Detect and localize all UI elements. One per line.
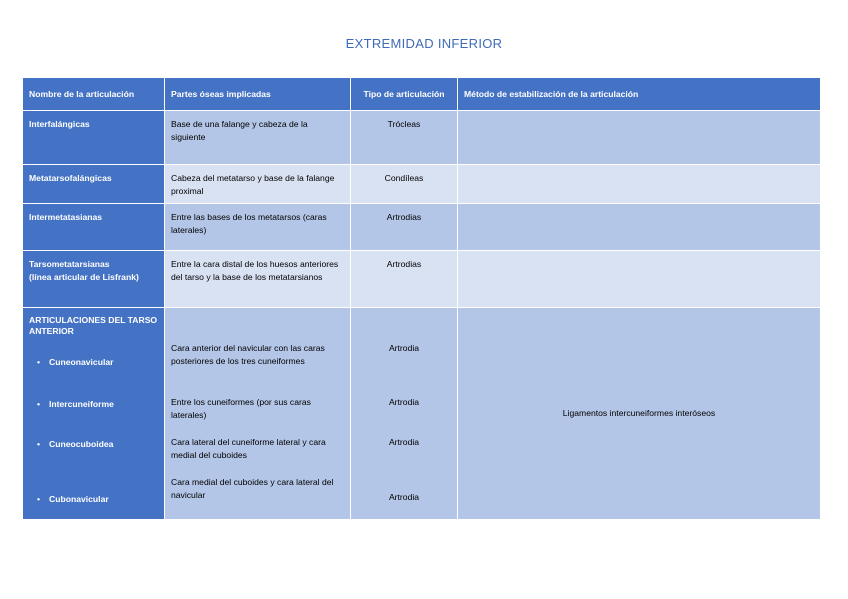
- group-item-tipo: Artrodia: [388, 343, 420, 353]
- row-metodo: [458, 165, 821, 204]
- group-item-partes: Cara medial del cuboides y cara lateral del navicular: [171, 477, 334, 500]
- group-item-name: • Intercuneiforme: [49, 398, 114, 411]
- group-item-tipo: Artrodia: [388, 492, 420, 502]
- row-name: Interfalángicas: [23, 111, 165, 165]
- group-name-cell: [23, 308, 165, 520]
- group-partes-cell: [165, 308, 351, 520]
- group-tipo-cell: [351, 308, 458, 520]
- header-partes: Partes óseas implicadas: [165, 78, 351, 111]
- row-partes: Base de una falange y cabeza de la siguiente: [165, 111, 351, 165]
- group-metodo-cell: [458, 308, 821, 520]
- row-partes: Entre las bases de los metatarsos (caras laterales): [165, 204, 351, 251]
- group-title: ARTICULACIONES DEL TARSO ANTERIOR: [29, 315, 158, 336]
- group-row: [23, 308, 821, 520]
- row-partes: Cabeza del metatarso y base de la falange proximal: [165, 165, 351, 204]
- row-metodo: [458, 204, 821, 251]
- group-item-name: • Cuneocuboidea: [49, 438, 113, 451]
- header-nombre: Nombre de la articulación: [23, 78, 165, 111]
- table-row: [23, 111, 821, 165]
- group-item-name: • Cuneonavicular: [49, 356, 113, 369]
- row-partes: Entre la cara distal de los huesos anteriores del tarso y la base de los metatarsianos: [165, 251, 351, 308]
- group-item-partes: Cara lateral del cuneiforme lateral y cara medial del cuboides: [171, 437, 326, 460]
- row-tipo: Artrodias: [351, 251, 458, 308]
- header-tipo: Tipo de articulación: [351, 78, 458, 111]
- row-tipo: Artrodias: [351, 204, 458, 251]
- row-name: Tarsometatarsianas (línea articular de Lisfrank): [23, 251, 165, 308]
- row-name: Intermetatasianas: [23, 204, 165, 251]
- group-item-tipo: Artrodia: [388, 437, 420, 447]
- group-metodo: Ligamentos intercuneiformes interóseos: [562, 408, 716, 418]
- page-title: EXTREMIDAD INFERIOR: [345, 36, 503, 51]
- header-metodo: Método de estabilización de la articulación: [458, 78, 821, 111]
- group-item-partes: Entre los cuneiformes (por sus caras laterales): [171, 397, 311, 420]
- row-tipo: Condíleas: [351, 165, 458, 204]
- joints-table: [22, 77, 821, 520]
- row-metodo: [458, 251, 821, 308]
- row-tipo: Trócleas: [351, 111, 458, 165]
- group-item-partes: Cara anterior del navicular con las caras posteriores de los tres cuneiformes: [171, 343, 325, 366]
- group-item-tipo: Artrodia: [388, 397, 420, 407]
- table-header-row: [23, 78, 821, 111]
- row-metodo: [458, 111, 821, 165]
- group-item-name: • Cubonavicular: [49, 493, 109, 506]
- table-row: [23, 251, 821, 308]
- row-name: Metatarsofalángicas: [23, 165, 165, 204]
- table-row: [23, 165, 821, 204]
- table-row: [23, 204, 821, 251]
